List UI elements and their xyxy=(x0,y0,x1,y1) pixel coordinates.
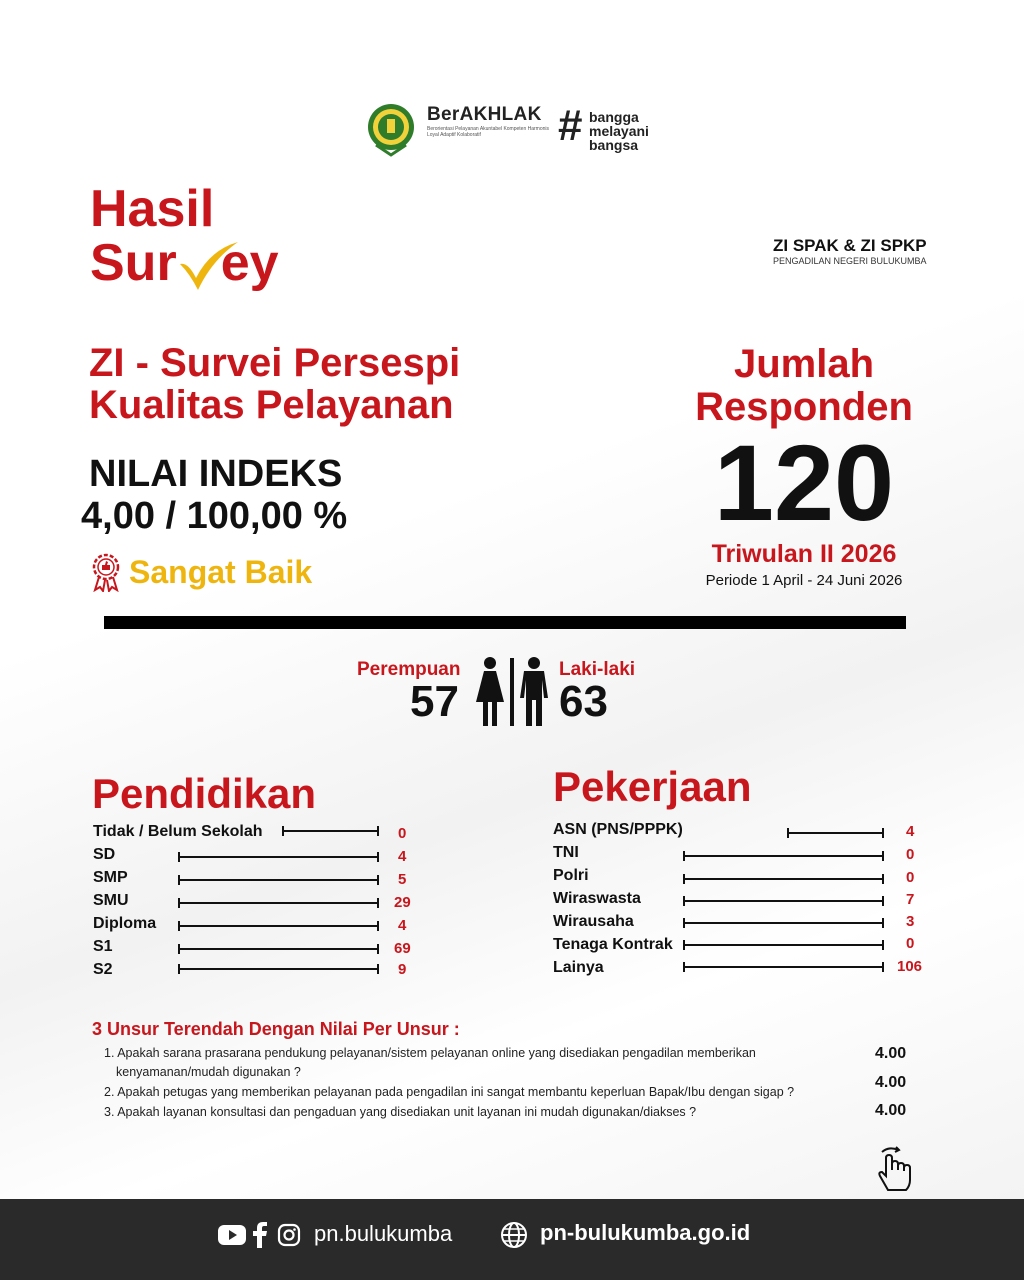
respondents-total: 120 xyxy=(713,422,895,543)
occupation-row xyxy=(553,959,933,979)
female-label: Perempuan xyxy=(357,659,461,680)
education-row xyxy=(93,915,423,935)
checkmark-icon xyxy=(176,240,240,297)
occupation-row-label: Tenaga Kontrak xyxy=(553,936,673,953)
line-tick-right xyxy=(882,828,884,838)
line-tick-left xyxy=(787,828,789,838)
occupation-row-label: Wirausaha xyxy=(553,913,634,930)
education-row-line xyxy=(178,948,379,950)
hand-swipe-icon[interactable] xyxy=(874,1146,918,1192)
index-label: NILAI INDEKS xyxy=(89,453,343,495)
globe-icon xyxy=(500,1221,528,1254)
education-row-line xyxy=(282,830,379,832)
slogan-line-1: bangga xyxy=(589,109,639,125)
education-row-value: 4 xyxy=(398,848,407,865)
slogan-line-3: bangsa xyxy=(589,137,639,153)
male-label: Laki-laki xyxy=(559,659,636,680)
court-logo-icon xyxy=(366,101,416,157)
occupation-row xyxy=(553,936,933,956)
website-link[interactable]: pn-bulukumba.go.id xyxy=(540,1220,751,1245)
occupation-row xyxy=(553,844,933,864)
medal-thumbs-up-icon xyxy=(90,552,122,592)
occupation-row-label: Polri xyxy=(553,867,589,884)
title-line-1: Hasil xyxy=(90,180,215,238)
berakhlak-tagline: Berorientasi Pelayanan Akuntabel Kompeten Harmonis Loyal Adaptif Kolaboratif xyxy=(427,126,550,138)
gender-icons xyxy=(474,656,550,733)
occupation-row-line xyxy=(683,966,884,968)
occupation-row-line xyxy=(683,855,884,857)
education-row-label: S2 xyxy=(93,961,113,978)
youtube-icon[interactable] xyxy=(218,1224,246,1251)
title-line-2-prefix: Sur xyxy=(90,234,177,292)
lowest-item xyxy=(104,1083,864,1102)
occupation-row-label: TNI xyxy=(553,844,579,861)
education-row-line xyxy=(178,856,379,858)
lowest-items-title: 3 Unsur Terendah Dengan Nilai Per Unsur : xyxy=(92,1019,460,1039)
line-tick-left xyxy=(683,851,685,861)
title-line-2-suffix: ey xyxy=(220,234,279,292)
lowest-item xyxy=(104,1103,864,1122)
female-icon xyxy=(476,657,504,726)
survey-name xyxy=(89,342,460,426)
line-tick-right xyxy=(377,964,379,974)
zi-org: PENGADILAN NEGERI BULUKUMBA xyxy=(773,256,927,266)
line-tick-left xyxy=(178,875,180,885)
occupation-row-line xyxy=(683,878,884,880)
education-row-label: S1 xyxy=(93,938,113,955)
line-tick-right xyxy=(377,852,379,862)
lowest-item-text-line-1: 3. Apakah layanan konsultasi dan pengaduan yang disediakan unit layanan ini mudah digunakan/diakses ? xyxy=(104,1105,697,1119)
rating-label: Sangat Baik xyxy=(129,554,313,590)
education-row-label: SD xyxy=(93,846,116,863)
respondents-label-line-2: Responden xyxy=(695,385,913,429)
education-row-value: 69 xyxy=(394,940,411,957)
line-tick-right xyxy=(377,826,379,836)
education-row-label: Tidak / Belum Sekolah xyxy=(93,823,263,840)
line-tick-right xyxy=(882,851,884,861)
occupation-row xyxy=(553,913,933,933)
berakhlak-logo xyxy=(427,104,557,138)
line-tick-right xyxy=(882,918,884,928)
occupation-row-value: 4 xyxy=(906,823,915,840)
line-tick-left xyxy=(178,921,180,931)
line-tick-left xyxy=(282,826,284,836)
instagram-icon[interactable] xyxy=(277,1223,301,1252)
line-tick-left xyxy=(683,874,685,884)
occupation-row-line xyxy=(683,944,884,946)
hashtag-symbol: # xyxy=(558,101,583,150)
line-tick-right xyxy=(882,896,884,906)
facebook-icon[interactable] xyxy=(252,1222,268,1253)
education-row xyxy=(93,823,423,843)
occupation-row-value: 0 xyxy=(906,846,915,863)
education-row-label: Diploma xyxy=(93,915,157,932)
male-icon xyxy=(520,657,548,726)
female-count: 57 xyxy=(410,677,459,726)
education-row-value: 5 xyxy=(398,871,407,888)
section-divider xyxy=(104,616,906,629)
occupation-row xyxy=(553,867,933,887)
lowest-item-text-line-2: kenyamanan/mudah digunakan ? xyxy=(116,1065,301,1079)
lowest-item-value: 4.00 xyxy=(875,1102,907,1119)
quarter-label: Triwulan II 2026 xyxy=(711,540,897,568)
gender-divider xyxy=(510,658,514,726)
line-tick-left xyxy=(178,964,180,974)
education-row-value: 29 xyxy=(394,894,411,911)
education-row xyxy=(93,938,423,958)
occupation-row-label: Wiraswasta xyxy=(553,890,641,907)
education-row-value: 0 xyxy=(398,825,407,842)
male-count: 63 xyxy=(559,677,608,726)
survey-name-line-2: Kualitas Pelayanan xyxy=(89,383,454,427)
index-value: 4,00 / 100,00 % xyxy=(81,495,348,537)
occupation-row-value: 0 xyxy=(906,935,915,952)
education-row-line xyxy=(178,902,379,904)
lowest-item-text-line-1: 1. Apakah sarana prasarana pendukung pelayanan/sistem pelayanan online yang disediakan pengadilan memberikan xyxy=(104,1046,756,1060)
line-tick-right xyxy=(882,962,884,972)
occupation-row-label: Lainya xyxy=(553,959,604,976)
occupation-row-value: 3 xyxy=(906,913,915,930)
education-row-label: SMU xyxy=(93,892,129,909)
lowest-item-text-line-1: 2. Apakah petugas yang memberikan pelayanan pada pengadilan ini sangat membantu keperluan Bapak/Ibu dengan sigap ? xyxy=(104,1085,795,1099)
education-row-label: SMP xyxy=(93,869,128,886)
occupation-row-line xyxy=(683,922,884,924)
line-tick-left xyxy=(178,898,180,908)
education-row xyxy=(93,961,423,981)
slogan xyxy=(589,110,649,152)
education-row-line xyxy=(178,879,379,881)
line-tick-left xyxy=(683,962,685,972)
education-row xyxy=(93,869,423,889)
occupation-row-label: ASN (PNS/PPPK) xyxy=(553,821,683,838)
line-tick-left xyxy=(178,944,180,954)
education-title: Pendidikan xyxy=(92,770,317,817)
lowest-item-value: 4.00 xyxy=(875,1045,907,1062)
line-tick-left xyxy=(683,940,685,950)
social-handle[interactable]: pn.bulukumba xyxy=(314,1221,453,1246)
slogan-line-2: melayani xyxy=(589,123,649,139)
occupation-title: Pekerjaan xyxy=(553,763,752,810)
education-row-line xyxy=(178,968,379,970)
line-tick-right xyxy=(377,898,379,908)
respondents-label xyxy=(660,343,948,429)
line-tick-right xyxy=(377,875,379,885)
occupation-row xyxy=(553,821,933,841)
line-tick-right xyxy=(377,921,379,931)
occupation-row-value: 106 xyxy=(897,958,923,975)
line-tick-left xyxy=(178,852,180,862)
education-row-value: 9 xyxy=(398,961,407,978)
education-row xyxy=(93,846,423,866)
zi-label: ZI SPAK & ZI SPKP xyxy=(773,236,927,255)
occupation-row-line xyxy=(683,900,884,902)
respondents-label-line-1: Jumlah xyxy=(733,342,875,386)
lowest-item-value: 4.00 xyxy=(875,1074,907,1091)
occupation-row xyxy=(553,890,933,910)
education-row xyxy=(93,892,423,912)
line-tick-left xyxy=(683,896,685,906)
line-tick-right xyxy=(882,940,884,950)
education-row-line xyxy=(178,925,379,927)
period-label: Periode 1 April - 24 Juni 2026 xyxy=(705,572,903,589)
berakhlak-word: BerAKHLAK xyxy=(427,104,542,125)
line-tick-right xyxy=(882,874,884,884)
line-tick-right xyxy=(377,944,379,954)
lowest-item xyxy=(104,1044,854,1082)
education-row-value: 4 xyxy=(398,917,407,934)
occupation-row-line xyxy=(787,832,884,834)
occupation-row-value: 0 xyxy=(906,869,915,886)
line-tick-left xyxy=(683,918,685,928)
survey-name-line-1: ZI - Survei Persespi xyxy=(89,341,461,385)
occupation-row-value: 7 xyxy=(906,891,915,908)
footer xyxy=(0,1199,1024,1280)
